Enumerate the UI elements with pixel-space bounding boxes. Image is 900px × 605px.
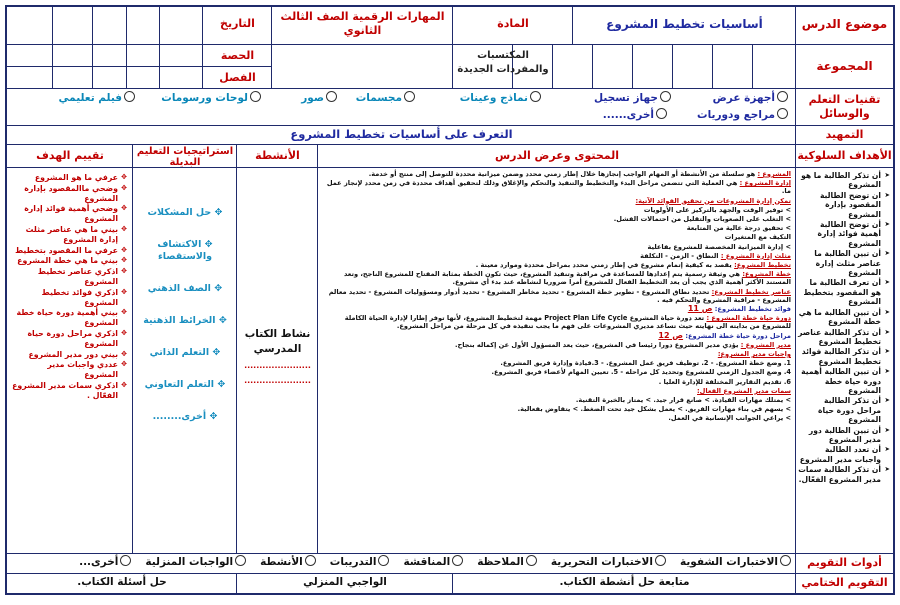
- strategy-discovery[interactable]: ✥ الاكتشاف والاستقصاء: [157, 239, 213, 262]
- project-term: المشروع :: [757, 170, 791, 178]
- radio-icon: [655, 555, 666, 566]
- objective-item: ➤ أن تبين الطالبة دور مدير المشروع: [798, 426, 890, 445]
- evaluation-item: ✥ وضحي ماالمقصود بإدارة المشروع: [11, 184, 127, 204]
- evaluation-item: ✥ عرفي ما المقصود بتخطيط: [11, 246, 127, 256]
- objective-item: ➤ أن تبين الطالبة أهمية دورة حياة خطة المشروع: [798, 367, 890, 395]
- vocab-label: المكتسبات والمفردات الجديدة: [457, 50, 549, 75]
- radio-icon: [326, 91, 337, 102]
- objective-item: ➤ أن تبين الطالبة ما عناصر مثلث إدارة المشروع: [798, 249, 890, 277]
- final-value: متابعة حل أنشطة الكتاب.: [559, 576, 690, 588]
- strategy-mind-maps[interactable]: ✥ الخرائط الذهنية: [143, 315, 227, 326]
- tech-option-solids[interactable]: مجسمات: [356, 91, 415, 104]
- lesson-topic-value: أساسيات تخطيط المشروع: [606, 17, 763, 31]
- objective-item: ➤ ان توضح الطالبة المقصود بإدارة المشروع: [798, 191, 890, 219]
- homework-value: حل أسئلة الكتاب.: [77, 576, 167, 588]
- tech-option-other[interactable]: أخرى......: [603, 108, 667, 121]
- activities-header: الأنشطة: [255, 149, 300, 162]
- lesson-topic-label: موضوع الدرس: [801, 17, 888, 31]
- manager-term: مدير المشروع :: [740, 340, 791, 349]
- radio-icon: [530, 91, 541, 102]
- strategy-other[interactable]: ✥ أخرى........: [152, 411, 218, 422]
- objective-item: ➤ أن تبين الطالبة ما هي خطة المشروع: [798, 308, 890, 327]
- strategy-self-learning[interactable]: ✥ التعلم الذاتي: [149, 347, 221, 358]
- intro-value: التعرف على أساسيات تخطيط المشروع: [290, 127, 513, 141]
- objectives-list: [798, 171, 890, 485]
- radio-icon: [777, 108, 788, 119]
- activity-text: نشاط الكتاب المدرسي: [244, 328, 311, 355]
- tech-label: تقنيات التعلم والوسائل: [808, 93, 881, 120]
- radio-icon: [250, 91, 261, 102]
- assessment-option[interactable]: أخرى...: [79, 556, 131, 568]
- radio-icon: [305, 555, 316, 566]
- objective-item: ➤ أن تذكر الطالبة ما هو المشروع: [798, 171, 890, 190]
- objective-item: ➤ أن تذكر الطالبة فوائد تخطيط المشروع: [798, 347, 890, 366]
- tech-option-models[interactable]: نماذج وعينات: [460, 91, 541, 104]
- strategies-header: استراتيجيات التعليم البديلة: [136, 146, 234, 168]
- date-label: التاريخ: [220, 17, 255, 30]
- subject-value: المهارات الرقمية الصف الثالث الثانوي: [280, 10, 445, 37]
- evaluation-list: [11, 173, 127, 402]
- objective-item: ➤ أن تذكر الطالبة عناصر تخطيط المشروع: [798, 328, 890, 347]
- tech-option-film[interactable]: فيلم تعليمي: [59, 91, 135, 104]
- strategy-problem-solving[interactable]: ✥ حل المشكلات: [147, 207, 223, 218]
- evaluation-item: ✥ بيني ما هي عناصر مثلث إدارة المشروع: [11, 225, 127, 245]
- evaluation-item: ✥ اذكري عناصر تخطيط المشروع: [11, 267, 127, 287]
- radio-icon: [780, 555, 791, 566]
- evaluation-item: ✥ بيني دور مدير المشروع: [11, 350, 127, 360]
- evaluation-item: ✥ وضحي أهمية فوائد إدارة المشروع: [11, 204, 127, 224]
- radio-icon: [660, 91, 671, 102]
- duties-term: واجبات مدير المشروع:: [717, 350, 791, 359]
- final-label: التقويم الختامي: [801, 576, 888, 589]
- traits-term: سمات مدير المشروع الفعال:: [697, 386, 791, 395]
- planning-elements-term: عناصر تخطيط المشروع:: [711, 287, 791, 296]
- benefits-title: تمكن إدارة المشروعات من تحقيق الفوائد الآتية:: [635, 196, 791, 205]
- homework-label: الواجبي المنزلي: [303, 576, 387, 588]
- radio-icon: [235, 555, 246, 566]
- assessment-option[interactable]: الملاحظة: [477, 556, 537, 568]
- evaluation-item: ✥ بيني أهمية دورة حياة خطة المشروع: [11, 308, 127, 328]
- objective-item: ➤ أن تذكر الطالبة سمات مدير المشروع الفعّال.: [798, 465, 890, 484]
- project-management-term: إدارة المشروع :: [739, 179, 791, 188]
- strategy-brainstorm[interactable]: ✥ الصف الذهني: [147, 283, 223, 294]
- assessment-label: أدوات التقويم: [807, 556, 882, 569]
- lifecycle-stages-term: مراحل دورة حياة خطة المشروع:: [685, 331, 791, 340]
- radio-icon: [656, 108, 667, 119]
- activities-cell: [237, 327, 318, 385]
- lifecycle-term: دورة حياة خطة المشروع :: [706, 314, 791, 323]
- group-label: المجموعة: [816, 59, 873, 73]
- objective-item: ➤ أن تعدد الطالبة واجبات مدير المشروع: [798, 445, 890, 464]
- content-header: المحتوى وعرض الدرس: [494, 149, 620, 162]
- strategy-cooperative[interactable]: ✥ التعلم التعاوني: [144, 379, 226, 390]
- radio-icon: [452, 555, 463, 566]
- activity-dots-1: ......................: [244, 361, 311, 370]
- tech-option-pictures[interactable]: صور: [301, 91, 337, 104]
- radio-icon: [777, 91, 788, 102]
- objective-item: ➤ أن تذكر الطالبة مراحل دورة حياة المشروع: [798, 396, 890, 424]
- evaluation-item: ✥ اذكري مراحل دورة حياة المشروع: [11, 329, 127, 349]
- assessment-options: [11, 555, 791, 568]
- lesson-content: المشروع : هو سلسلة من الأنشطة أو المهام الواجب إنجازها خلال إطار زمني محدد وضمن ميزانية محددة للتوصل إلى منتج أو خدمة. إدارة المشروع : هي العملية التي تتضمن مراحل البدء والتخطيط والتنفيذ والتحكم والإغلاق وذلك لتحقيق أهداف محددة في زمن محدد لإنجاز عمل ما. تمكن إدارة المشروعات من تحقيق الفوائد الآتية: > توفير الوقت والجهد بالتركيز على الأولويات > التغلب على الصعوبات والتقليل من احتمالات الفشل. > تحقيق درجة عالية من المتابعة التكيف مع المتغيرات > إدارة الميزانية المخصصة للمشروع بفاعلية مثلث إدارة المشروع : النطاق - الزمن - التكلفة تخطيط المشروع: يقصد به كيفية إتمام مشروع في إطار زمني محدد بمراحل محددة وموارد معينة . خطة المشروع: هي وثيقة رسمية يتم إعدادها للمساعدة في مراقبة وتنفيذ المشروع، حيث تكون الخطة بمثابة المفتاح للمشروع الناجح، وتعد المستند الأكثر أهمية الذي يجب أن يعد التخطيط الفعال للمشروع أمرا ضروريا لنشاطه عند بدء أي مشروع. عناصر تخطيط المشروع: تحديد نطاق المشروع - تطوير خطة المشروع - تحديد مخاطر المشروع - تحديد أدوار ومسؤوليات المشروع - تحديد معالم المشروع - مراقبة المشروع والتحكم فيه . فوائد تخطيط المشروع: ص 11 دورة حياة خطة المشروع : تعد دورة حياة المشروع Project Plan Life Cycle مهمة لتخطيط المشروع، لأنها توفر إطارا لإدارة الحياة الكاملة للمشروع من بدايته الى نهايته حيث تساعد مديري المشروعات على فهم ما يجب تنفيذه في كل مرحلة من مراحل المشروع. مراحل دورة حياة خطة المشروع: ص 12 مدير المشروع : يؤدي مدير المشروع دورا رئيسا في المشروع، حيث يعد المسؤول الأول عن إكماله بنجاح. واجبات مدير المشروع: 1. وضع خطة المشروع. - 2. توظيف فريق عمل المشروع. - 3.قيادة وإدارة فريق المشروع. 4. وضع الجدول الزمني للمشروع وتحديد كل مراحله - 5. تعيين المهام لأعضاء فريق المشروع. 6. تقديم التقارير المختلفة للإدارة العليا . سمات مدير المشروع الفعال: > يمتلك مهارات القيادة. > صانع قرار جيد. > يمتاز بالخبرة التقنية. > يسهم في بناء مهارات الفريق. > يعمل بشكل جيد تحت الضغط. > يتفاوض بفعالية. > يراعي الجوانب الإنسانية في العمل.: [326, 170, 791, 423]
- assessment-option[interactable]: الاختبارات الشفوية: [680, 556, 791, 568]
- strategies-list: [133, 207, 237, 423]
- radio-icon: [120, 555, 131, 566]
- tech-option-references[interactable]: مراجع ودوريات: [697, 108, 788, 121]
- objective-item: ➤ أن توضح الطالبة أهمية فوائد إدارة المشروع: [798, 220, 890, 248]
- tech-option-recorder[interactable]: جهاز تسجيل: [594, 91, 671, 104]
- assessment-option[interactable]: الواجبات المنزلية: [145, 556, 246, 568]
- triangle-term: مثلث إدارة المشروع :: [720, 251, 791, 260]
- subject-label: المادة: [497, 17, 529, 30]
- evaluation-item: ✥ عرفي ما هو المشروع: [11, 173, 127, 183]
- planning-term: تخطيط المشروع:: [734, 261, 791, 270]
- intro-label: التمهيد: [825, 128, 864, 141]
- radio-icon: [526, 555, 537, 566]
- radio-icon: [124, 91, 135, 102]
- evaluation-item: ✥ بيني ما هي خطة المشروع: [11, 256, 127, 266]
- tech-option-projectors[interactable]: أجهزة عرض: [713, 91, 788, 104]
- class-label: الفصل: [219, 71, 256, 84]
- radio-icon: [404, 91, 415, 102]
- tech-option-boards[interactable]: لوحات ورسومات: [161, 91, 261, 104]
- planning-benefits-term: فوائد تخطيط المشروع:: [714, 305, 791, 314]
- objectives-header: الأهداف السلوكية: [797, 149, 892, 162]
- radio-icon: [378, 555, 389, 566]
- activity-dots-2: ......................: [244, 376, 311, 385]
- lesson-plan-sheet: [5, 5, 895, 595]
- period-label: الحصة: [220, 49, 255, 62]
- assessment-option[interactable]: المناقشة: [403, 556, 463, 568]
- objective-item: ➤ أن تعرف الطالبة ما هو المقصود بتخطيط المشروع: [798, 278, 890, 306]
- assessment-option[interactable]: الأنشطة: [260, 556, 316, 568]
- assessment-option[interactable]: التدريبات: [330, 556, 390, 568]
- evaluation-item: ✥ اذكري فوائد تخطيط المشروع: [11, 288, 127, 308]
- assessment-option[interactable]: الاختبارات التحريرية: [551, 556, 666, 568]
- evaluation-item: ✥ عددي واجبات مدير المشروع: [11, 360, 127, 380]
- evaluation-item: ✥ اذكري سمات مدير المشروع الفعّال .: [11, 381, 127, 401]
- evaluation-header: تقييم الهدف: [36, 149, 104, 162]
- plan-term: خطة المشروع:: [742, 270, 791, 279]
